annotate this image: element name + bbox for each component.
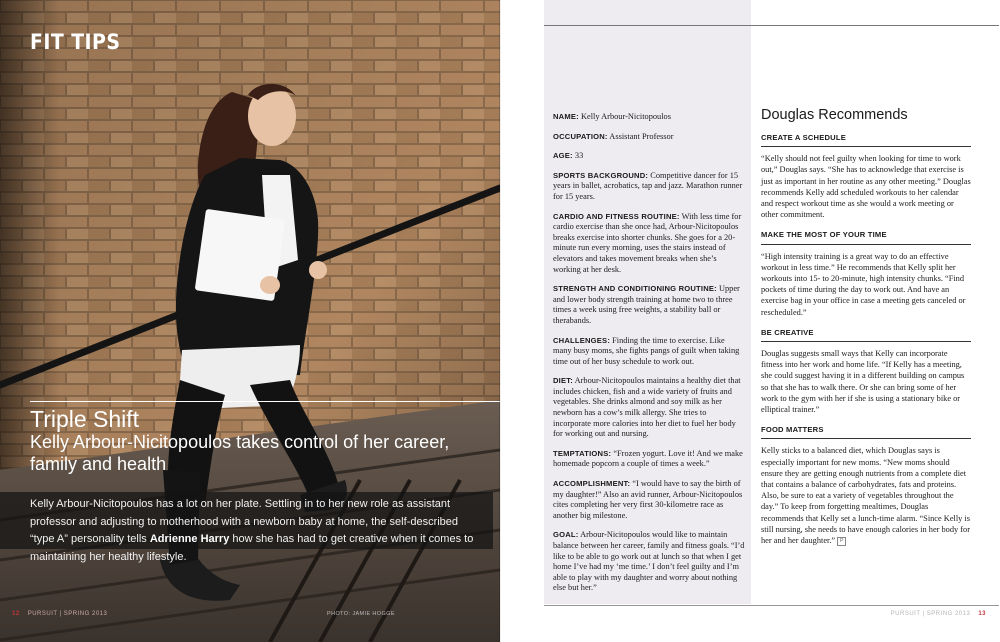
profile-entry [553, 376, 745, 440]
profile-entry [553, 171, 745, 203]
profile-label: TEMPTATIONS: [553, 448, 612, 458]
profile-text: Competitive dancer for 15 years in ballet, acrobatics, tap and jazz. Marathon runner for 15 years. [553, 170, 743, 201]
left-page-number: 12 [12, 611, 20, 617]
profile-label: CARDIO AND FITNESS ROUTINE: [553, 211, 680, 221]
profile-label: NAME: [553, 112, 579, 121]
headline-rule [30, 401, 500, 402]
rec-body: “High intensity training is a great way to do an effective workout in less time.” He recommends that Kelly split her workouts into 15- to 20-minute, high intensity chunks. “Find pockets of time during the day to work out. And have an exercise bag in your office in case a meeting gets canceled or rescheduled.” [761, 251, 966, 317]
profile-entry [553, 132, 745, 143]
profile-text: Finding the time to exercise. Like many busy moms, she fights pangs of guilt when taking time out of her busy schedule to work out. [553, 335, 740, 366]
intro-paragraph [30, 496, 480, 566]
recommendations-column [761, 106, 971, 555]
bottom-rule [544, 605, 999, 606]
profile-label: DIET: [553, 376, 573, 386]
rec-section [761, 424, 971, 546]
profile-label: AGE: [553, 151, 573, 161]
profile-text: With less time for cardio exercise than she once had, Arbour-Nicitopoulos breaks exercise into shorter chunks. She goes for a 20-minute run every morning, uses the stairs instead of elevators and takes movement breaks when she’s working at her desk. [553, 211, 742, 274]
intro-text-end: how she has had to get creative when it comes to maintaining her healthy lifestyle. [30, 533, 474, 563]
profile-entry [553, 284, 745, 326]
profile-entry [553, 212, 745, 276]
profile-label: STRENGTH AND CONDITIONING ROUTINE: [553, 284, 717, 294]
page-gutter [499, 0, 501, 642]
recommendations-title: Douglas Recommends [761, 107, 908, 123]
top-rule [544, 25, 999, 26]
headline: Triple Shift [30, 406, 140, 432]
rec-heading: BE CREATIVE [761, 327, 971, 342]
profile-label: GOAL: [553, 530, 579, 540]
right-folio [891, 611, 986, 617]
profile-text: Upper and lower body strength training at home two to three times a week using free weights, a stability ball or therabands. [553, 284, 740, 325]
profile-label: CHALLENGES: [553, 335, 611, 345]
rec-section [761, 327, 971, 415]
profile-entry [553, 336, 745, 368]
profile-label: OCCUPATION: [553, 131, 608, 141]
rec-body: Douglas suggests small ways that Kelly can incorporate fitness into her work and home life. “If Kelly has a meeting, she could suggest having it in a different building on campus so that she has to walk there. Or she can bring some of her work to the gym with her if she is using a stationary bike or elliptical trainer.” [761, 349, 965, 415]
right-page [500, 0, 1000, 642]
left-folio [12, 611, 107, 617]
profile-column [553, 112, 745, 603]
rec-body [761, 445, 971, 546]
intro-author: Adrienne Harry [149, 533, 230, 545]
profile-entry [553, 112, 745, 123]
deck: Kelly Arbour-Nicitopoulos takes control of her career, family and health [30, 432, 450, 474]
profile-entry [553, 530, 745, 594]
rec-heading: FOOD MATTERS [761, 424, 971, 439]
profile-text: “I would have to say the birth of my daughter!” Also an avid runner, Arbour-Nicitopoulos cites completing her very first 30-kilometre race as another big milestone. [553, 479, 743, 520]
profile-entry [553, 479, 745, 521]
left-folio-text: PURSUIT | SPRING 2013 [27, 611, 108, 617]
profile-text: Kelly Arbour-Nicitopoulos [580, 112, 671, 121]
rec-body-text: Kelly sticks to a balanced diet, which Douglas says is especially important for new moms. “New moms should ensure they are getting enough nutrients from a complete diet that contains a balance of carbohydrates, fats and proteins. Also, be sure to eat a variety of vegetables throughout the day.” To keep from forgetting mealtimes, Douglas recommends that Kelly set a lunch-time alarm. “Since Kelly is still nursing, she needs to have enough calories in her body for her and her daughter.” [761, 446, 971, 546]
profile-entry [553, 449, 745, 470]
profile-label: ACCOMPLISHMENT: [553, 479, 631, 489]
rec-heading: MAKE THE MOST OF YOUR TIME [761, 229, 971, 244]
intro-text: Kelly Arbour-Nicitopoulos has a lot on her plate. Settling in to her new role as assistant professor and adjusting to motherhood with a newborn baby at home, the self-described “type A” personality tells [30, 498, 459, 545]
profile-label: SPORTS BACKGROUND: [553, 170, 649, 180]
profile-text: “Frozen yogurt. Love it! And we make homemade popcorn a couple of times a week.” [553, 448, 743, 469]
rec-section [761, 132, 971, 220]
profile-text: Assistant Professor [609, 131, 674, 141]
rec-section [761, 229, 971, 317]
rec-heading: CREATE A SCHEDULE [761, 132, 971, 147]
rec-body: “Kelly should not feel guilty when looking for time to work out,” Douglas says. “She has to acknowledge that exercise is just as important in her routine as any other meeting.” Douglas recommends Kelly add scheduled workouts to her calendar and respect workout time as she would a work meeting or other commitment. [761, 154, 971, 220]
profile-entry [553, 151, 745, 162]
right-folio-text: PURSUIT | SPRING 2013 [890, 611, 971, 617]
end-mark-icon: P [837, 537, 846, 546]
photo-credit: PHOTO: JAMIE HOGGE [327, 611, 395, 617]
profile-text: 33 [574, 151, 584, 161]
section-tag: FIT TIPS [30, 30, 121, 54]
profile-text: Arbour-Nicitopoulos would like to maintain balance between her career, family and fitness goals. “I’d like to be able to go work out at lunch so that when I get home I’ve had my ‘me time.’ I don’t feel guilty and I’m able to play with my daughter and worry about nothing else but her.” [553, 530, 745, 593]
right-page-number: 13 [978, 611, 986, 617]
profile-text: Arbour-Nicitopoulos maintains a healthy diet that includes chicken, fish and a wide variety of fruits and vegetables. She drinks almond and soy milk as her newborn has a cow’s milk allergy. She tries to incorporate more calories into her diet to fuel her body for working out and nursing. [553, 376, 741, 439]
